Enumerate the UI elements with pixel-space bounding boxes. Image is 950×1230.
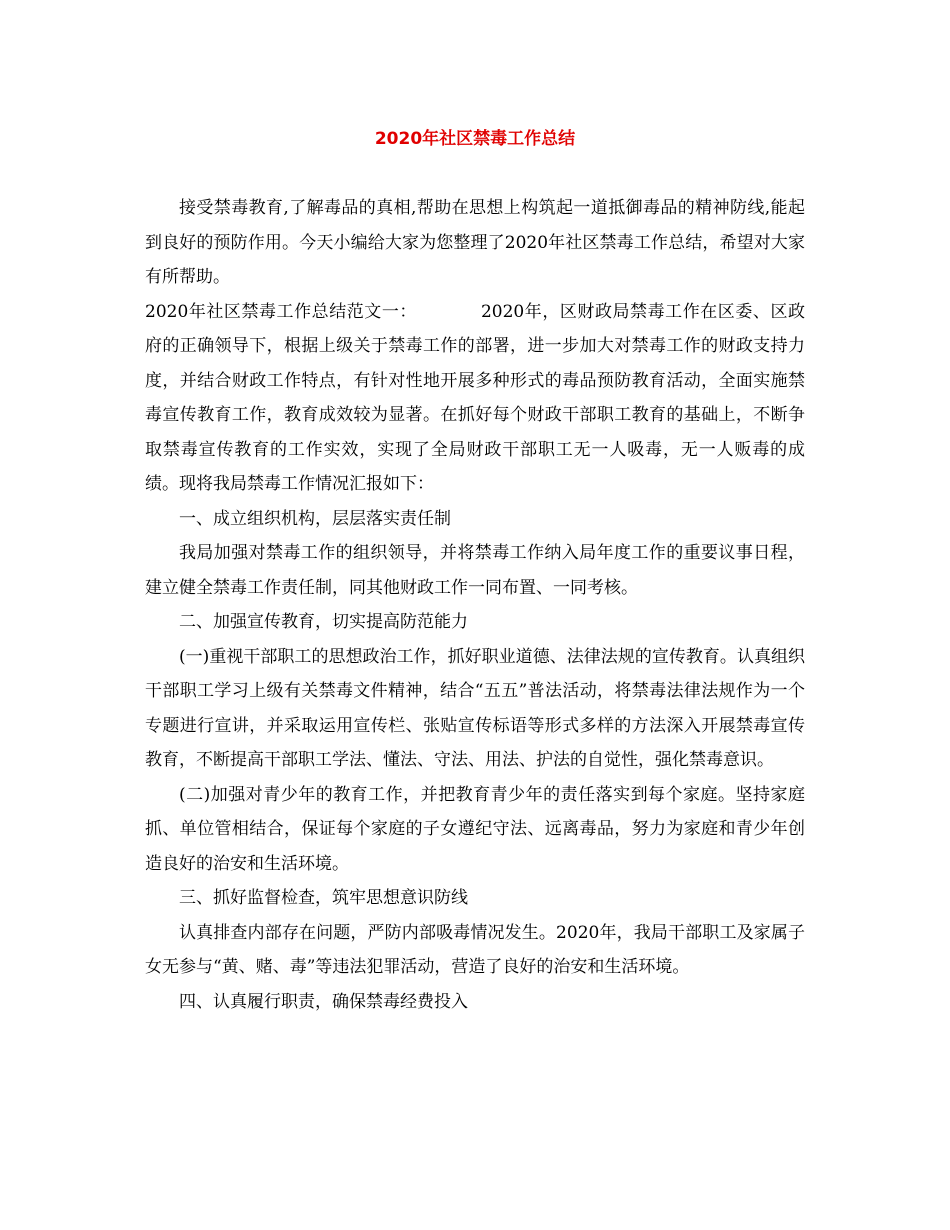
- section-3-heading: 三、抓好监督检查，筑牢思想意识防线: [179, 888, 468, 908]
- intro-paragraph: 接受禁毒教育,了解毒品的真相,帮助在思想上构筑起一道抵御毒品的精神防线,能起到良好的预防作用。今天小编给大家为您整理了2020年社区禁毒工作总结，希望对大家有所帮助。: [145, 198, 805, 287]
- document-title: 2020年社区禁毒工作总结: [374, 129, 576, 149]
- section-1-heading: 一、成立组织机构，层层落实责任制: [179, 508, 451, 529]
- section-2-heading: 二、加强宣传教育，切实提高防范能力: [179, 612, 468, 632]
- sample-paragraph: [145, 295, 805, 502]
- section-2-item-1: (一)重视干部职工的思想政治工作，抓好职业道德、法律法规的宣传教育。认真组织干部职工学习上级有关禁毒文件精神，结合“五五”普法活动，将禁毒法律法规作为一个专题进行宣讲，并采取运用宣传栏、张贴宣传标语等形式多样的方法深入开展禁毒宣传教育，不断提高干部职工学法、懂法、守法、用法、护法的自觉性，强化禁毒意识。: [145, 646, 805, 770]
- sample-label: 2020年社区禁毒工作总结范文一：: [145, 301, 417, 322]
- section-1-paragraph: 我局加强对禁毒工作的组织领导，并将禁毒工作纳入局年度工作的重要议事日程，建立健全禁毒工作责任制，同其他财政工作一同布置、一同考核。: [145, 543, 805, 598]
- section-3-paragraph: 认真排查内部存在问题，严防内部吸毒情况发生。2020年，我局干部职工及家属子女无参与“黄、赌、毒”等违法犯罪活动，营造了良好的治安和生活环境。: [145, 922, 805, 977]
- document-body: [145, 191, 805, 1019]
- section-2-item-2: (二)加强对青少年的教育工作，并把教育青少年的责任落实到每个家庭。坚持家庭抓、单位管相结合，保证每个家庭的子女遵纪守法、远离毒品，努力为家庭和青少年创造良好的治安和生活环境。: [145, 784, 805, 874]
- section-4-heading: 四、认真履行职责，确保禁毒经费投入: [179, 991, 468, 1012]
- sample-text: 2020年，区财政局禁毒工作在区委、区政府的正确领导下，根据上级关于禁毒工作的部署，进一步加大对禁毒工作的财政支持力度，并结合财政工作特点，有针对性地开展多种形式的毒品预防教育活动，全面实施禁毒宣传教育工作，教育成效较为显著。在抓好每个财政干部职工教育的基础上，不断争取禁毒宣传教育的工作实效，实现了全局财政干部职工无一人吸毒，无一人贩毒的成绩。现将我局禁毒工作情况汇报如下：: [145, 301, 805, 494]
